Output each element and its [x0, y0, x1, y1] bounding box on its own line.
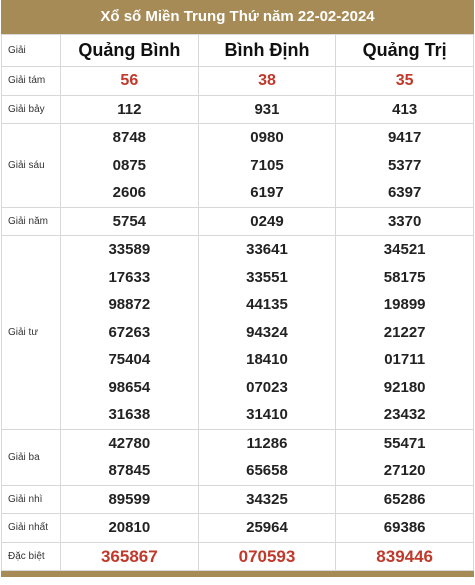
prize-number: 98872 [108, 296, 151, 313]
prize-number: 365867 [100, 546, 158, 566]
prize-number: 21227 [383, 323, 426, 341]
prize-number: 58175 [383, 268, 426, 286]
prize-number: 67263 [108, 323, 151, 341]
prize-number: 31638 [108, 406, 151, 423]
prize-number: 5377 [387, 156, 422, 174]
prize-cell [336, 236, 474, 430]
prize-cell [336, 95, 474, 124]
prize-label: Giải tám [2, 67, 61, 96]
prize-number: 20810 [108, 519, 151, 536]
prize-row [2, 542, 474, 571]
prize-cell [61, 514, 199, 543]
prize-number: 0980 [250, 129, 284, 146]
prize-number: 27120 [383, 462, 426, 479]
prize-number: 6197 [250, 184, 284, 201]
prize-label: Giải nhất [2, 514, 61, 543]
results-panel [1, 0, 474, 577]
prize-number: 35 [395, 72, 414, 89]
prize-cell [198, 429, 336, 485]
prize-number: 98654 [108, 378, 151, 396]
prize-number: 42780 [108, 434, 151, 452]
prize-row [2, 485, 474, 514]
prize-number: 01711 [384, 351, 426, 368]
prize-cell [61, 207, 199, 236]
prize-number: 6397 [387, 184, 422, 201]
prize-cell [336, 429, 474, 485]
prize-cell [198, 95, 336, 124]
prize-number: 839446 [376, 546, 434, 566]
header-label: Giải [2, 35, 61, 67]
prize-row [2, 429, 474, 485]
province-binh-dinh: Bình Định [198, 35, 336, 67]
prize-cell [336, 124, 474, 208]
prize-cell [198, 67, 336, 96]
prize-number: 33551 [246, 268, 288, 286]
prize-label: Giải năm [2, 207, 61, 236]
results-table [1, 34, 474, 571]
prize-cell [336, 67, 474, 96]
prize-cell [61, 67, 199, 96]
prize-number: 92180 [383, 378, 426, 396]
prize-cell [198, 514, 336, 543]
prize-number: 0249 [250, 212, 284, 230]
prize-label: Giải nhì [2, 485, 61, 514]
prize-cell [336, 542, 474, 571]
prize-row [2, 95, 474, 124]
prize-number: 38 [258, 72, 276, 89]
prize-number: 112 [117, 100, 142, 118]
prize-number: 33641 [246, 241, 288, 258]
prize-number: 56 [120, 72, 139, 89]
prize-cell [336, 514, 474, 543]
prize-cell [198, 124, 336, 208]
bottom-bar [1, 571, 474, 577]
prize-cell [61, 485, 199, 514]
prize-row [2, 514, 474, 543]
prize-number: 413 [392, 100, 418, 118]
page-title: Xổ số Miền Trung Thứ năm 22-02-2024 [1, 0, 474, 34]
prize-number: 17633 [108, 268, 151, 286]
prize-cell [198, 207, 336, 236]
header-row [2, 35, 474, 67]
prize-cell [61, 95, 199, 124]
province-quang-binh: Quảng Bình [61, 35, 199, 67]
prize-number: 89599 [108, 490, 151, 508]
prize-number: 931 [254, 100, 280, 118]
prize-number: 31410 [246, 406, 288, 423]
prize-cell [198, 236, 336, 430]
prize-row [2, 207, 474, 236]
prize-number: 44135 [246, 296, 288, 313]
prize-number: 23432 [383, 406, 426, 423]
prize-cell [198, 542, 336, 571]
prize-number: 87845 [108, 462, 151, 479]
prize-label: Đặc biệt [2, 542, 61, 571]
prize-number: 34521 [383, 241, 426, 258]
prize-number: 69386 [383, 519, 426, 536]
prize-label: Giải ba [2, 429, 61, 485]
prize-number: 75404 [108, 351, 151, 368]
prize-number: 0875 [112, 156, 147, 174]
prize-number: 19899 [383, 296, 426, 313]
prize-number: 65658 [246, 462, 288, 479]
prize-cell [61, 124, 199, 208]
prize-number: 25964 [246, 519, 288, 536]
prize-number: 7105 [250, 156, 284, 174]
prize-number: 18410 [246, 351, 288, 368]
prize-cell [336, 485, 474, 514]
prize-row [2, 67, 474, 96]
prize-cell [61, 429, 199, 485]
prize-number: 9417 [387, 129, 422, 146]
prize-cell [61, 542, 199, 571]
prize-number: 3370 [387, 212, 422, 230]
prize-number: 34325 [246, 490, 288, 508]
prize-cell [61, 236, 199, 430]
prize-number: 94324 [246, 323, 288, 341]
prize-number: 33589 [108, 241, 151, 258]
prize-number: 07023 [246, 378, 288, 396]
prize-label: Giải bảy [2, 95, 61, 124]
prize-label: Giải tư [2, 236, 61, 430]
prize-number: 55471 [383, 434, 426, 452]
prize-number: 8748 [112, 129, 147, 146]
prize-number: 11286 [246, 434, 288, 452]
prize-label: Giải sáu [2, 124, 61, 208]
prize-number: 2606 [112, 184, 147, 201]
prize-cell [198, 485, 336, 514]
prize-number: 5754 [112, 212, 147, 230]
prize-number: 65286 [383, 490, 426, 508]
prize-number: 070593 [238, 546, 296, 566]
province-quang-tri: Quảng Trị [336, 35, 474, 67]
prize-cell [336, 207, 474, 236]
prize-row [2, 124, 474, 208]
prize-row [2, 236, 474, 430]
